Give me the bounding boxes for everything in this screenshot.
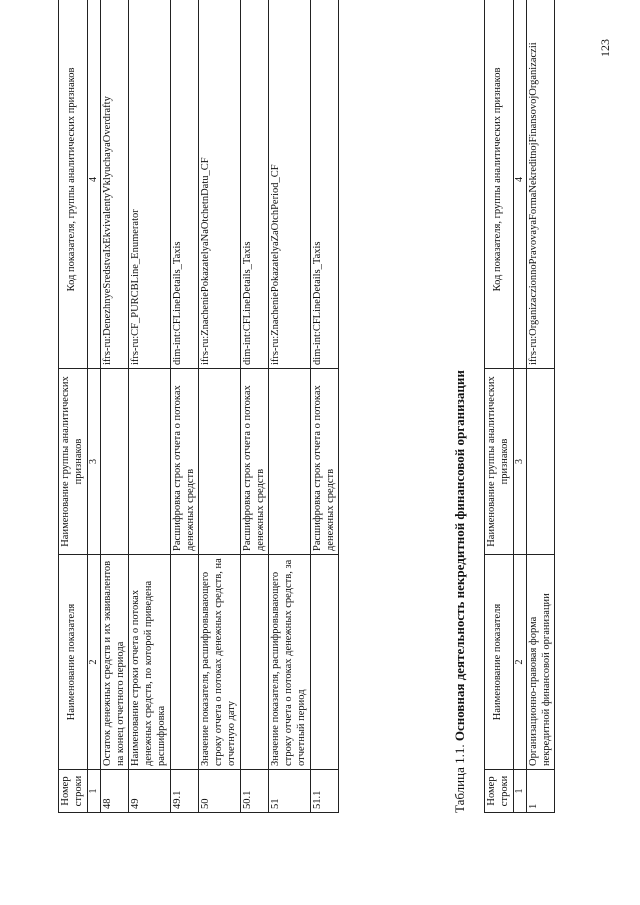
row-number: 51.1	[310, 770, 339, 813]
table-caption	[452, 370, 468, 813]
group-name: Расшифровка строк отчета о потоках денежных средств	[310, 369, 339, 555]
group-name: Расшифровка строк отчета о потоках денежных средств	[170, 369, 199, 555]
column-number-row	[513, 0, 526, 813]
column-number: 3	[87, 369, 100, 555]
group-name	[129, 369, 170, 555]
column-number: 2	[87, 555, 100, 770]
row-number: 50.1	[240, 770, 269, 813]
table-row	[170, 0, 199, 813]
column-number-row	[87, 0, 100, 813]
table-caption-title: Основная деятельность некредитной финансовой организации	[452, 370, 467, 742]
table-row	[310, 0, 339, 813]
indicator-code: dim-int:CFLineDetails_Taxis	[170, 0, 199, 369]
indicator-name	[240, 555, 269, 770]
indicator-code: ifrs-ru:ZnacheniePokazatelyaNaOtchetnDatu_CF	[199, 0, 240, 369]
indicator-code: ifrs-ru:CF_PURCBLine_Enumerator	[129, 0, 170, 369]
table-row	[129, 0, 170, 813]
table-header-row	[59, 0, 88, 813]
row-number: 1	[526, 770, 555, 813]
indicator-code: ifrs-ru:OrganizaczionnoPravovayaFormaNekreditnojFinansovojOrganizaczii	[526, 0, 555, 369]
table-row	[526, 0, 555, 813]
column-number: 1	[87, 770, 100, 813]
indicators-table	[58, 0, 339, 813]
indicator-name	[310, 555, 339, 770]
row-number: 49	[129, 770, 170, 813]
group-name	[269, 369, 310, 555]
column-number: 2	[513, 555, 526, 770]
row-number: 50	[199, 770, 240, 813]
table-caption-prefix: Таблица 1.1.	[452, 744, 467, 813]
indicator-code: dim-int:CFLineDetails_Taxis	[310, 0, 339, 369]
group-name: Расшифровка строк отчета о потоках денежных средств	[240, 369, 269, 555]
header-row-number: Номер строки	[59, 770, 88, 813]
table-header-row	[485, 0, 514, 813]
indicator-name: Остаток денежных средств и их эквивалентов на конец отчетного периода	[100, 555, 129, 770]
header-code: Код показателя, группы аналитических признаков	[59, 0, 88, 369]
indicator-name: Значение показателя, расшифровывающего строку отчета о потоках денежных средств, на отчетную дату	[199, 555, 240, 770]
indicator-name: Значение показателя, расшифровывающего строку отчета о потоках денежных средств, за отчетный период	[269, 555, 310, 770]
page-number: 123	[598, 39, 612, 57]
column-number: 4	[513, 0, 526, 369]
group-name	[199, 369, 240, 555]
header-group-name: Наименование группы аналитических признаков	[485, 369, 514, 555]
column-number: 3	[513, 369, 526, 555]
indicator-code: ifrs-ru:DenezhnyeSredstvaIxEkvivalentyVklyuchayaOverdrafty	[100, 0, 129, 369]
column-number: 1	[513, 770, 526, 813]
indicator-name	[170, 555, 199, 770]
table-row	[100, 0, 129, 813]
indicator-name: Наименование строки отчета о потоках денежных средств, по которой приведена расшифровка	[129, 555, 170, 770]
main-activity-table	[484, 0, 555, 813]
table-row	[240, 0, 269, 813]
header-indicator-name: Наименование показателя	[485, 555, 514, 770]
group-name	[100, 369, 129, 555]
column-number: 4	[87, 0, 100, 369]
indicator-code: dim-int:CFLineDetails_Taxis	[240, 0, 269, 369]
table-row	[199, 0, 240, 813]
header-code: Код показателя, группы аналитических признаков	[485, 0, 514, 369]
header-indicator-name: Наименование показателя	[59, 555, 88, 770]
group-name	[526, 369, 555, 555]
row-number: 48	[100, 770, 129, 813]
row-number: 51	[269, 770, 310, 813]
header-row-number: Номер строки	[485, 770, 514, 813]
indicator-code: ifrs-ru:ZnacheniePokazatelyaZaOtchPeriod_CF	[269, 0, 310, 369]
header-group-name: Наименование группы аналитических признаков	[59, 369, 88, 555]
table-row	[269, 0, 310, 813]
row-number: 49.1	[170, 770, 199, 813]
indicator-name: Организационно-правовая форма некредитной финансовой организации	[526, 555, 555, 770]
